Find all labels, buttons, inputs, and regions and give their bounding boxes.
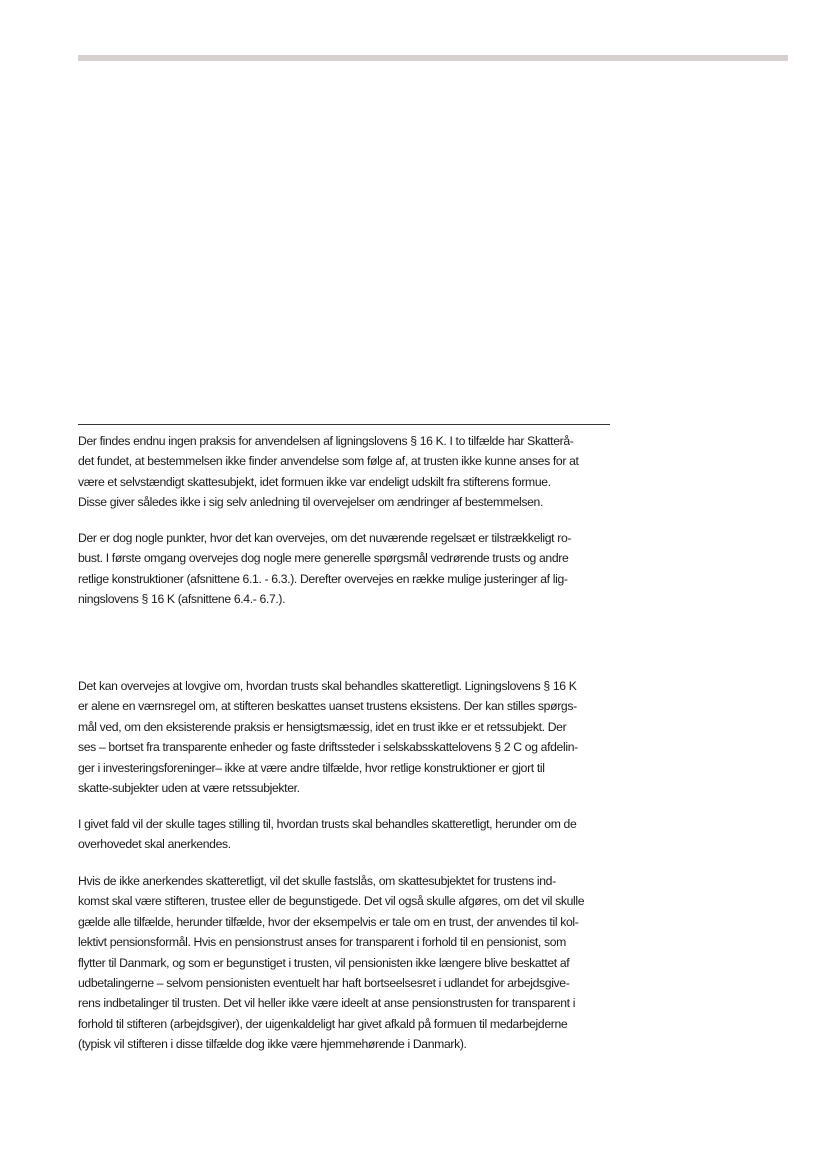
text-line: flytter til Danmark, og som er begunstiget i trusten, vil pensionisten ikke længere blive beskattet af	[78, 955, 570, 970]
text-line: være et selvstændigt skattesubjekt, idet formuen ikke var endeligt udskilt fra stifterens formue.	[78, 474, 551, 489]
text-line: udbetalingerne – selvom pensionisten eventuelt har haft bortseelsesret i udlandet for arbejdsgive-	[78, 976, 570, 991]
horizontal-rule	[78, 424, 610, 425]
header-bar	[78, 55, 788, 61]
paragraph-3	[78, 676, 618, 798]
text-line: Der er dog nogle punkter, hvor det kan overvejes, om det nuværende regelsæt er tilstrækkeligt ro-	[78, 531, 572, 545]
text-line: skatte-subjekter uden at være retssubjekter.	[78, 781, 300, 796]
text-line: Det kan overvejes at lovgive om, hvordan trusts skal behandles skatteretligt. Ligningslovens § 16 K	[78, 679, 577, 693]
paragraph-4	[78, 814, 618, 855]
text-line: (typisk vil stifteren i disse tilfælde dog ikke være hjemmehørende i Danmark).	[78, 1037, 467, 1052]
text-line: overhovedet skal anerkendes.	[78, 837, 231, 852]
text-line: Der findes endnu ingen praksis for anvendelsen af ligningslovens § 16 K. I to tilfælde har Skatterå-	[78, 434, 574, 448]
text-line: gælde alle tilfælde, herunder tilfælde, hvor der eksempelvis er tale om en trust, der anvendes til kol-	[78, 914, 579, 929]
text-line: ses – bortset fra transparente enheder og faste driftssteder i selskabsskattelovens § 2 C og afdelin-	[78, 740, 578, 755]
text-line: det fundet, at bestemmelsen ikke finder anvendelse som følge af, at trusten ikke kunne anses for at	[78, 454, 579, 469]
text-line: komst skal være stifteren, trustee eller de begunstigede. Det vil også skulle afgøres, om det vil skulle	[78, 894, 585, 909]
text-line: bust. I første omgang overvejes dog nogle mere generelle spørgsmål vedrørende trusts og andre	[78, 551, 569, 566]
text-line: mål ved, om den eksisterende praksis er hensigtsmæssig, idet en trust ikke er et retssubjekt. Der	[78, 719, 567, 734]
paragraph-2	[78, 528, 618, 610]
text-line: forhold til stifteren (arbejdsgiver), der uigenkaldeligt har givet afkald på formuen til medarbejderne	[78, 1016, 568, 1031]
text-line: er alene en værnsregel om, at stifteren beskattes uanset trustens eksistens. Der kan stilles spørgs-	[78, 699, 577, 714]
text-line: Hvis de ikke anerkendes skatteretligt, vil det skulle fastslås, om skattesubjektet for trustens ind-	[78, 874, 556, 888]
text-line: I givet fald vil der skulle tages stilling til, hvordan trusts skal behandles skatteretligt, herunder om de	[78, 817, 577, 831]
paragraph-1	[78, 431, 618, 513]
text-line: retlige konstruktioner (afsnittene 6.1. - 6.3.). Derefter overvejes en række mulige justeringer af lig-	[78, 571, 568, 586]
paragraph-5	[78, 871, 618, 1055]
text-line: lektivt pensionsformål. Hvis en pensionstrust anses for transparent i forhold til en pensionist, som	[78, 935, 566, 950]
text-line: rens indbetalinger til trusten. Det vil heller ikke være ideelt at anse pensionstrusten for transparent i	[78, 996, 576, 1011]
text-line: ger i investeringsforeninger– ikke at være andre tilfælde, hvor retlige konstruktioner er gjort til	[78, 760, 545, 775]
text-line: ningslovens § 16 K (afsnittene 6.4.- 6.7.).	[78, 592, 286, 607]
text-line: Disse giver således ikke i sig selv anledning til overvejelser om ændringer af bestemmelsen.	[78, 495, 544, 510]
